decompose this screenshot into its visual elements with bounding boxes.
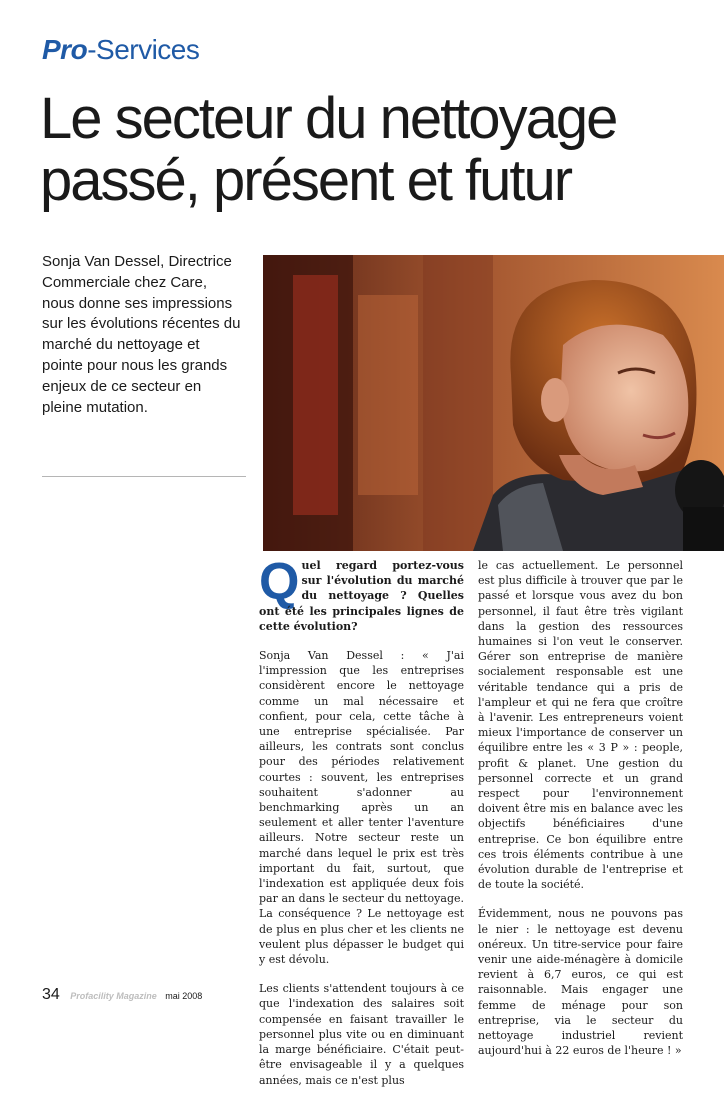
magazine-name: Profacility Magazine: [70, 991, 157, 1001]
answer-paragraph-1: Sonja Van Dessel : « J'ai l'impression que les entreprises considèrent encore le nettoyage comme un mal nécessaire et confient, pour cela, cette tâche à une entreprise spécialisée. Par ailleurs, les contrats sont conclus pour des périodes relativement courtes : souvent, les entreprises souhaitent s'adonner au benchmarking après un an seulement et aller tenter l'aventure ailleurs. Notre secteur reste un marché dans lequel le prix est très important du fait, surtout, que l'indexation est appliquée deux fois par an dans le secteur du nettoyage. La conséquence ? Le nettoyage est de plus en plus cher et les clients ne veulent plus dépasser le budget qui y est dévolu.: [259, 649, 464, 967]
section-tag: [42, 34, 199, 66]
drop-cap: Q: [259, 553, 300, 611]
page-number: 34: [42, 986, 60, 1003]
answer-paragraph-4: Évidemment, nous ne pouvons pas le nier : le nettoyage est devenu onéreux. Un titre-service pour faire venir une aide-ménagère à domicile revient à 6,7 euros, ce qui est raisonnable. Mais engager une femme de ménage pour son entreprise, via le secteur du nettoyage industriel revient aujourd'hui à 22 euros de l'heure ! »: [478, 907, 683, 1058]
answer-paragraph-2: Les clients s'attendent toujours à ce que l'indexation des salaires soit compensée en faisant travailler le personnel plus vite ou en diminuant la marge bénéficiaire. C'était peut-être envisageable il y a quelques années, mais ce n'est plus: [259, 982, 464, 1087]
issue-date: mai 2008: [165, 991, 203, 1001]
intro-text: Sonja Van Dessel, Directrice Commerciale chez Care, nous donne ses impressions sur les évolutions récentes du marché du nettoyage et pointe pour nous les grands enjeux de ce secteur en pleine mutation.: [42, 253, 241, 416]
question-text: uel regard portez-vous sur l'évolution du marché du nettoyage ? Quelles ont été les principales lignes de cette évolution?: [259, 559, 464, 633]
headline-line-2: passé, présent et futur: [40, 148, 572, 213]
intro-divider: [42, 476, 246, 477]
headline-line-1: Le secteur du nettoyage: [40, 86, 617, 151]
answer-paragraph-3: le cas actuellement. Le personnel est plus difficile à trouver que par le passé et lorsque vous avez du bon personnel, il faut être très vigilant dans la gestion des ressources humaines si l'on veut le conserver. Gérer son entreprise de manière socialement responsable est une véritable tendance qui a pris de l'ampleur et qui ne fera que croître à l'avenir. Les entrepreneurs voient mieux l'importance de conserver un équilibre entre les « 3 P » : people, profit & planet. Une gestion du personnel correcte et un grand respect pour l'environnement doivent être mis en balance avec les objectifs bénéficiaires d'une entreprise. Ce bon équilibre entre ces trois éléments contribue à une évolution durable de l'entreprise et de toute la société.: [478, 559, 683, 892]
article-column-right: [478, 558, 683, 1073]
section-tag-rest: -Services: [87, 34, 200, 65]
section-tag-bold: Pro: [42, 34, 88, 65]
interview-question: [259, 553, 464, 634]
portrait-photo: [263, 255, 724, 551]
headline: [40, 88, 724, 212]
page-footer: [42, 986, 202, 1004]
article-column-left: [259, 553, 464, 1102]
